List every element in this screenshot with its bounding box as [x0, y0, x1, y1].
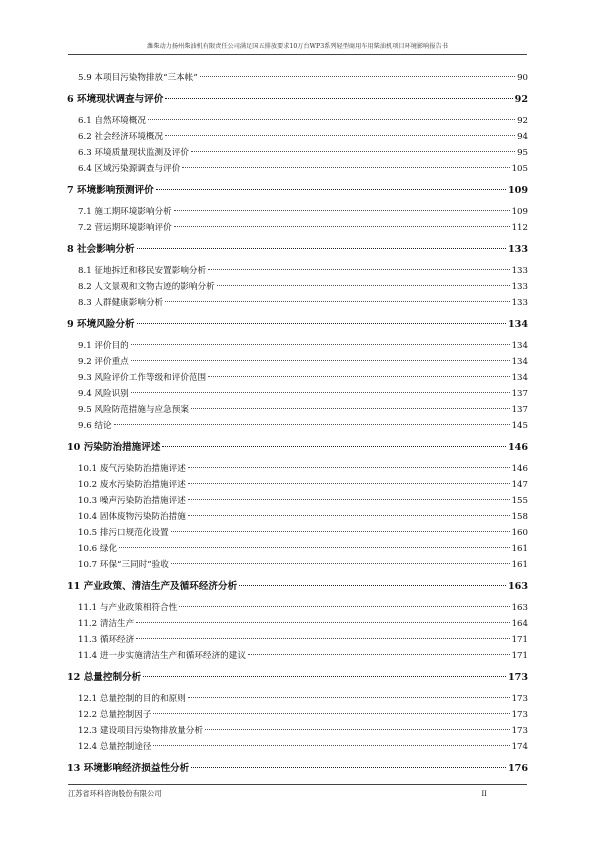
toc-entry-page: 133 — [511, 266, 528, 276]
toc-dot-leader — [174, 210, 510, 211]
toc-chapter-entry[interactable] — [67, 761, 528, 776]
toc-entry-title: 10.5 排污口规范化设置 — [78, 528, 169, 538]
toc-entry-page: 134 — [511, 341, 528, 351]
toc-entry-title: 5.9 本项目污染物排放“三本帐” — [78, 73, 198, 83]
toc-dot-leader — [191, 767, 506, 768]
toc-entry-page: 163 — [507, 581, 528, 592]
toc-entry-title: 9.4 风险识别 — [78, 389, 129, 399]
toc-entry-title: 11 产业政策、清洁生产及循环经济分析 — [67, 581, 238, 592]
toc-entry-page: 109 — [507, 185, 528, 196]
toc-entry-page: 158 — [511, 512, 528, 522]
toc-entry-title: 12.3 建设项目污染物排放量分析 — [78, 726, 203, 736]
toc-entry-title: 6.3 环境质量现状监测及评价 — [78, 148, 189, 158]
toc-entry-page: 133 — [511, 282, 528, 292]
toc-entry-page: 173 — [507, 672, 528, 683]
toc-entry-page: 109 — [511, 207, 528, 217]
toc-entry-title: 8.1 征地拆迁和移民安置影响分析 — [78, 266, 207, 276]
toc-chapter-entry[interactable] — [67, 183, 528, 198]
toc-chapter-entry[interactable] — [67, 92, 528, 107]
toc-dot-leader — [137, 248, 506, 249]
toc-section-entry[interactable] — [67, 70, 528, 86]
toc-dot-leader — [171, 563, 510, 564]
toc-entry-title: 12.4 总量控制途径 — [78, 742, 152, 752]
toc-dot-leader — [131, 392, 510, 393]
toc-dot-leader — [205, 729, 510, 730]
toc-dot-leader — [153, 745, 509, 746]
toc-entry-page: 137 — [511, 389, 528, 399]
toc-entry-title: 6.1 自然环境概况 — [78, 116, 146, 126]
toc-entry-title: 11.3 循环经济 — [78, 635, 135, 645]
toc-entry-title: 6.2 社会经济环境概况 — [78, 132, 164, 142]
toc-entry-title: 10.7 环保“三同时”验收 — [78, 560, 169, 570]
toc-entry-title: 10.4 固体废物污染防治措施 — [78, 512, 186, 522]
toc-entry-page: 137 — [511, 405, 528, 415]
toc-section-entry[interactable] — [67, 557, 528, 573]
toc-entry-page: 105 — [511, 164, 528, 174]
toc-dot-leader — [171, 531, 510, 532]
toc-entry-page: 173 — [511, 710, 528, 720]
toc-entry-title: 10 污染防治措施评述 — [67, 442, 161, 453]
toc-entry-title: 8.3 人群健康影响分析 — [78, 298, 164, 308]
toc-dot-leader — [191, 151, 515, 152]
toc-section-entry[interactable] — [67, 739, 528, 755]
toc-entry-page: 134 — [511, 357, 528, 367]
toc-entry-page: 133 — [511, 298, 528, 308]
toc-entry-title: 8 社会影响分析 — [67, 244, 135, 255]
toc-section-entry[interactable] — [67, 632, 528, 648]
toc-entry-page: 146 — [511, 464, 528, 474]
toc-entry-page: 173 — [511, 726, 528, 736]
toc-dot-leader — [131, 360, 510, 361]
toc-dot-leader — [165, 98, 512, 99]
toc-entry-title: 6.4 区域污染源调查与评价 — [78, 164, 181, 174]
toc-entry-title: 12 总量控制分析 — [67, 672, 142, 683]
toc-entry-page: 112 — [511, 223, 528, 233]
toc-entry-title: 9.5 风险防范措施与应急预案 — [78, 405, 189, 415]
toc-section-entry[interactable] — [67, 616, 528, 632]
toc-entry-title: 10.3 噪声污染防治措施评述 — [78, 496, 186, 506]
toc-dot-leader — [131, 344, 510, 345]
page-footer — [68, 784, 527, 799]
toc-dot-leader — [165, 301, 509, 302]
toc-section-entry[interactable] — [67, 402, 528, 418]
toc-entry-title: 7.2 营运期环境影响评价 — [78, 223, 172, 233]
toc-entry-title: 7.1 施工期环境影响分析 — [78, 207, 172, 217]
toc-entry-page: 161 — [511, 544, 528, 554]
toc-dot-leader — [188, 467, 510, 468]
toc-chapter-entry[interactable] — [67, 242, 528, 257]
toc-section-entry[interactable] — [67, 525, 528, 541]
toc-section-entry[interactable] — [67, 161, 528, 177]
toc-entry-title: 11.4 进一步实施清洁生产和循环经济的建议 — [78, 651, 246, 661]
toc-entry-title: 10.6 绿化 — [78, 544, 118, 554]
table-of-contents — [67, 70, 528, 782]
toc-section-entry[interactable] — [67, 386, 528, 402]
toc-entry-page: 155 — [511, 496, 528, 506]
toc-dot-leader — [179, 606, 509, 607]
toc-entry-page: 147 — [511, 480, 528, 490]
toc-entry-title: 12.2 总量控制因子 — [78, 710, 152, 720]
toc-section-entry[interactable] — [67, 477, 528, 493]
toc-section-entry[interactable] — [67, 600, 528, 616]
toc-entry-title: 11.1 与产业政策相符合性 — [78, 603, 178, 613]
toc-dot-leader — [182, 167, 509, 168]
toc-chapter-entry[interactable] — [67, 317, 528, 332]
toc-dot-leader — [153, 713, 509, 714]
toc-entry-title: 10.2 废水污染防治措施评述 — [78, 480, 186, 490]
footer-page-number: II — [481, 789, 487, 798]
toc-dot-leader — [208, 376, 509, 377]
toc-section-entry[interactable] — [67, 145, 528, 161]
toc-chapter-entry[interactable] — [67, 440, 528, 455]
toc-entry-title: 11.2 清洁生产 — [78, 619, 135, 629]
toc-dot-leader — [136, 638, 509, 639]
toc-entry-title: 9.6 结论 — [78, 421, 112, 431]
toc-dot-leader — [137, 323, 506, 324]
toc-dot-leader — [136, 622, 509, 623]
toc-chapter-entry[interactable] — [67, 670, 528, 685]
toc-entry-title: 9 环境风险分析 — [67, 319, 135, 330]
toc-dot-leader — [208, 269, 509, 270]
toc-section-entry[interactable] — [67, 418, 528, 434]
toc-dot-leader — [156, 189, 506, 190]
toc-entry-page: 92 — [517, 116, 528, 126]
toc-entry-title: 9.2 评价重点 — [78, 357, 129, 367]
toc-entry-title: 9.3 风险评价工作等级和评价范围 — [78, 373, 207, 383]
toc-entry-title: 7 环境影响预测评价 — [67, 185, 154, 196]
toc-entry-page: 94 — [517, 132, 528, 142]
toc-section-entry[interactable] — [67, 113, 528, 129]
toc-dot-leader — [217, 285, 510, 286]
toc-entry-page: 146 — [507, 442, 528, 453]
toc-entry-title: 13 环境影响经济损益性分析 — [67, 763, 190, 774]
toc-section-entry[interactable] — [67, 204, 528, 220]
toc-section-entry[interactable] — [67, 370, 528, 386]
toc-section-entry[interactable] — [67, 509, 528, 525]
toc-entry-page: 161 — [511, 560, 528, 570]
toc-section-entry[interactable] — [67, 220, 528, 236]
toc-entry-page: 163 — [511, 603, 528, 613]
toc-entry-page: 173 — [511, 694, 528, 704]
toc-section-entry[interactable] — [67, 129, 528, 145]
toc-entry-title: 12.1 总量控制的目的和原则 — [78, 694, 186, 704]
toc-entry-page: 164 — [511, 619, 528, 629]
toc-dot-leader — [239, 585, 506, 586]
toc-dot-leader — [162, 446, 506, 447]
toc-section-entry[interactable] — [67, 541, 528, 557]
toc-section-entry[interactable] — [67, 707, 528, 723]
toc-entry-page: 90 — [517, 73, 528, 83]
toc-section-entry[interactable] — [67, 295, 528, 311]
toc-entry-title: 6 环境现状调查与评价 — [67, 94, 164, 105]
toc-section-entry[interactable] — [67, 648, 528, 664]
toc-entry-page: 95 — [517, 148, 528, 158]
toc-entry-title: 10.1 废气污染防治措施评述 — [78, 464, 186, 474]
toc-section-entry[interactable] — [67, 461, 528, 477]
toc-entry-page: 160 — [511, 528, 528, 538]
toc-entry-page: 145 — [511, 421, 528, 431]
toc-section-entry[interactable] — [67, 723, 528, 739]
toc-section-entry[interactable] — [67, 279, 528, 295]
toc-entry-title: 8.2 人文景观和文物古迹的影响分析 — [78, 282, 215, 292]
toc-dot-leader — [143, 676, 506, 677]
toc-section-entry[interactable] — [67, 493, 528, 509]
toc-dot-leader — [165, 135, 515, 136]
toc-dot-leader — [188, 483, 510, 484]
page-header: 潍柴动力扬州柴油机有限责任公司满足国五排放要求10万台WP3系列轻型商用车用柴油机项目环境影响报告书 — [68, 42, 527, 55]
toc-dot-leader — [200, 76, 515, 77]
footer-company: 江苏省环科咨询股份有限公司 — [68, 789, 162, 798]
toc-dot-leader — [248, 654, 510, 655]
toc-entry-page: 174 — [511, 742, 528, 752]
toc-dot-leader — [174, 226, 510, 227]
toc-section-entry[interactable] — [67, 338, 528, 354]
toc-chapter-entry[interactable] — [67, 579, 528, 594]
toc-dot-leader — [188, 499, 510, 500]
toc-dot-leader — [148, 119, 515, 120]
toc-entry-page: 134 — [511, 373, 528, 383]
toc-entry-page: 171 — [511, 651, 528, 661]
toc-section-entry[interactable] — [67, 263, 528, 279]
toc-dot-leader — [114, 424, 510, 425]
toc-dot-leader — [191, 408, 510, 409]
toc-entry-page: 92 — [514, 94, 528, 105]
toc-entry-page: 176 — [507, 763, 528, 774]
toc-dot-leader — [188, 515, 510, 516]
toc-dot-leader — [119, 547, 510, 548]
toc-entry-title: 9.1 评价目的 — [78, 341, 129, 351]
toc-dot-leader — [188, 697, 510, 698]
toc-section-entry[interactable] — [67, 691, 528, 707]
toc-entry-page: 133 — [507, 244, 528, 255]
toc-entry-page: 171 — [511, 635, 528, 645]
toc-section-entry[interactable] — [67, 354, 528, 370]
toc-entry-page: 134 — [507, 319, 528, 330]
